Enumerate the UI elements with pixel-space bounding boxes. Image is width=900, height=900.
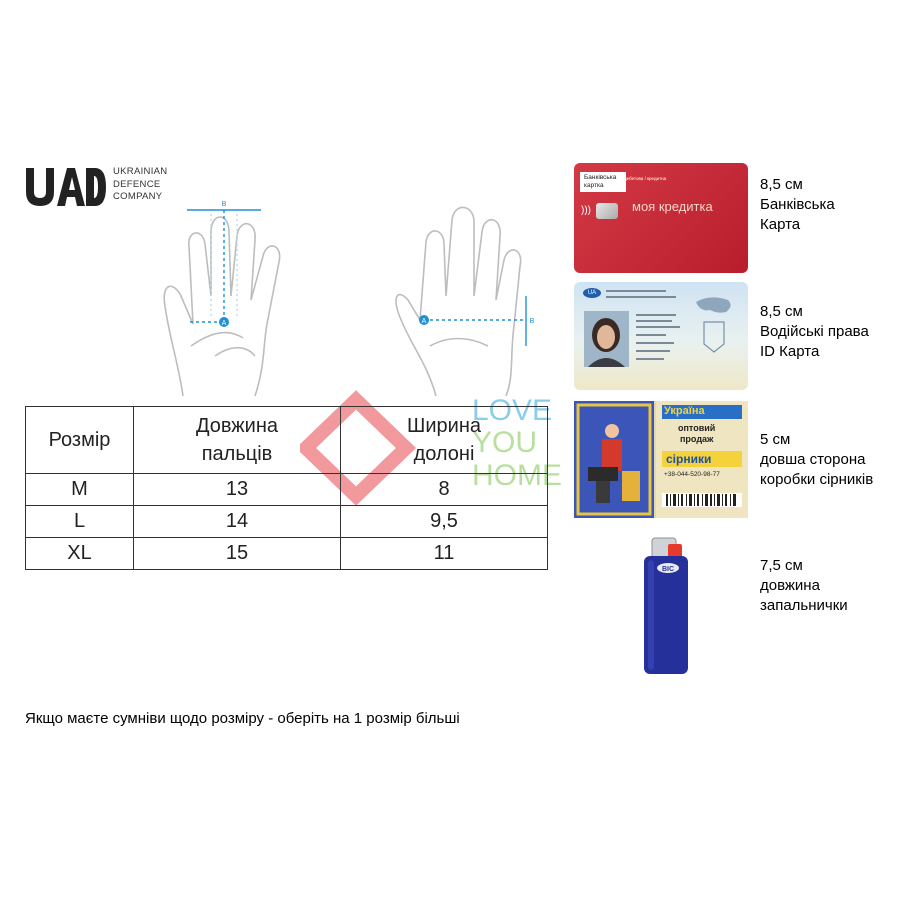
hand-palm-width-diagram: [378, 196, 548, 401]
marker-a-right: A: [421, 318, 427, 325]
bank-card-description: 8,5 см Банківська Карта: [760, 176, 835, 233]
cell-finger-length: 15: [134, 538, 341, 570]
uad-logo: [24, 166, 106, 206]
header-palm-width: Ширина долоні: [341, 407, 548, 474]
cell-size: XL: [26, 538, 134, 570]
barcode-icon: [666, 494, 740, 506]
table-header-row: [26, 407, 548, 474]
size-advice-note: Якщо маєте сумніви щодо розміру - оберіть на 1 розмір більші: [25, 710, 460, 727]
cell-finger-length: 14: [134, 506, 341, 538]
watermark-you: YOU: [472, 426, 538, 459]
watermark-home: HOME: [472, 459, 562, 492]
bank-card-icon: [574, 163, 748, 273]
matchbox-icon: [574, 401, 748, 518]
lighter-icon: [640, 536, 692, 676]
watermark-love: LOVE: [472, 394, 553, 427]
cell-palm-width: 8: [341, 474, 548, 506]
logo-company-name: UKRAINIAN DEFENCE COMPANY: [113, 166, 168, 202]
matchbox-art: [574, 401, 654, 518]
lighter-description: 7,5 см довжина запальнички: [760, 557, 848, 614]
matchbox-sub1: оптовий: [678, 423, 716, 433]
table-row: [26, 538, 548, 570]
cell-palm-width: 9,5: [341, 506, 548, 538]
contactless-icon: ))): [581, 205, 591, 216]
size-chart-table: [25, 406, 548, 570]
marker-a-left: A: [221, 320, 227, 327]
cell-size: L: [26, 506, 134, 538]
matchbox-word: сірники: [666, 452, 712, 466]
card-chip-icon: [596, 203, 618, 219]
header-size: Розмір: [26, 407, 134, 474]
matchbox-title: Україна: [664, 405, 705, 417]
matchbox-phone: +38-044-520-98-77: [664, 471, 720, 478]
table-row: [26, 474, 548, 506]
ua-country-badge: UA: [583, 288, 601, 298]
hand-finger-length-diagram: [155, 196, 325, 401]
bank-card-small-text: дебетова / кредитна: [624, 176, 667, 181]
ukraine-map-icon: [692, 292, 736, 356]
cell-palm-width: 11: [341, 538, 548, 570]
id-photo: [584, 311, 629, 367]
cell-finger-length: 13: [134, 474, 341, 506]
matchbox-label: [656, 401, 748, 518]
marker-b-right: B: [529, 318, 535, 325]
bank-card-label: Банківська картка: [580, 172, 626, 192]
matchbox-description: 5 см довша сторона коробки сірників: [760, 431, 874, 488]
id-card-icon: [574, 282, 748, 390]
header-finger-length: Довжина пальців: [134, 407, 341, 474]
bank-card-brand: моя кредитка: [632, 199, 713, 214]
lighter-brand: BIC: [661, 566, 675, 573]
cell-size: M: [26, 474, 134, 506]
marker-b-left: B: [221, 201, 227, 208]
table-row: [26, 506, 548, 538]
id-card-description: 8,5 см Водійські права ID Карта: [760, 303, 869, 360]
matchbox-sub2: продаж: [680, 434, 714, 444]
